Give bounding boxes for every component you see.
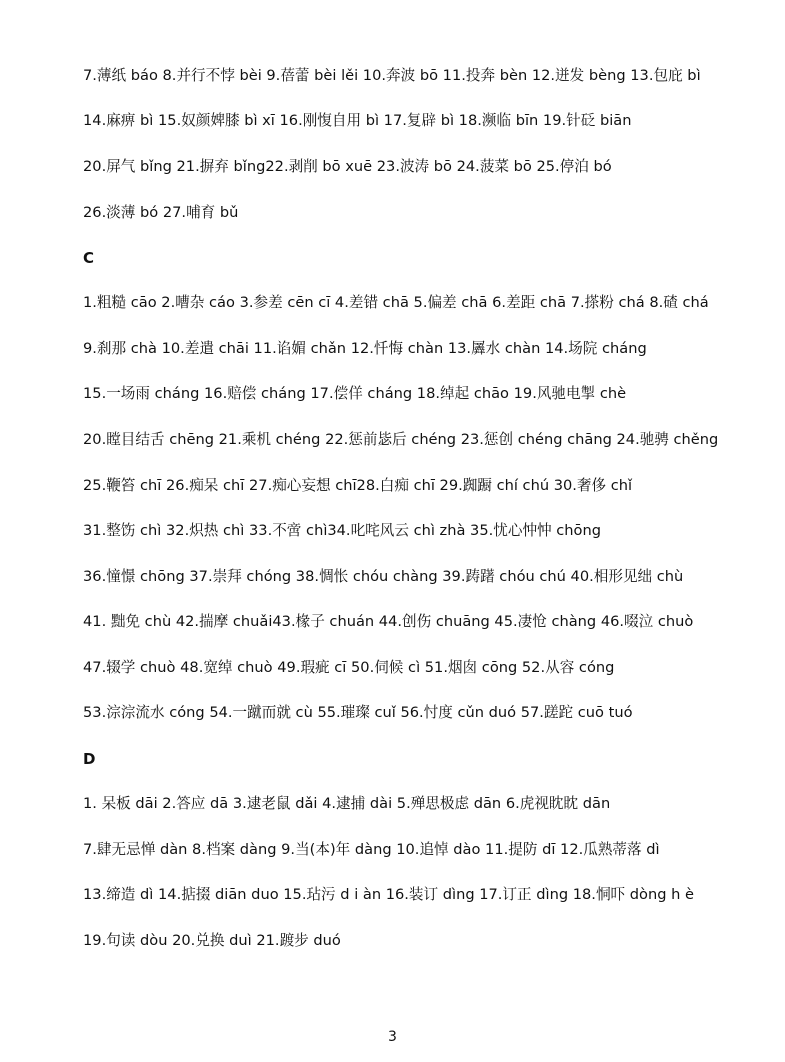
text-line-c-20: 20.瞠目结舌 chēng 21.乘机 chéng 22.惩前毖后 chéng 23.惩创 chéng chāng 24.驰骋 chěng	[83, 431, 719, 448]
text-line-c-41: 41. 黜免 chù 42.揣摩 chuǎi43.椽子 chuán 44.创伤 chuāng 45.凄怆 chàng 46.啜泣 chuò	[83, 613, 694, 630]
section-heading-c: C	[83, 249, 95, 267]
text-line-d-13: 13.缔造 dì 14.掂掇 diān duo 15.玷污 d i àn 16.装订 dìng 17.订正 dìng 18.恫吓 dòng h è	[83, 886, 694, 903]
section-heading-d: D	[83, 750, 96, 768]
text-line-b-26: 26.淡薄 bó 27.哺育 bǔ	[83, 204, 239, 221]
text-line-c-47: 47.辍学 chuò 48.宽绰 chuò 49.瑕疵 cī 50.伺候 cì 51.烟囱 cōng 52.从容 cóng	[83, 659, 615, 676]
text-line-b-14: 14.麻痹 bì 15.奴颜婢膝 bì xī 16.刚愎自用 bì 17.复辟 bì 18.濒临 bīn 19.针砭 biān	[83, 112, 632, 129]
text-line-b-7: 7.薄纸 báo 8.并行不悖 bèi 9.蓓蕾 bèi lěi 10.奔波 bō 11.投奔 bèn 12.迸发 bèng 13.包庇 bì	[83, 67, 701, 84]
page-number: 3	[388, 1029, 397, 1045]
text-line-b-20: 20.屏气 bǐng 21.摒弃 bǐng22.剥削 bō xuē 23.波涛 bō 24.菠菜 bō 25.停泊 bó	[83, 158, 612, 175]
text-line-d-7: 7.肆无忌惮 dàn 8.档案 dàng 9.当(本)年 dàng 10.追悼 dào 11.提防 dī 12.瓜熟蒂落 dì	[83, 841, 660, 858]
text-line-c-25: 25.鞭笞 chī 26.痴呆 chī 27.痴心妄想 chī28.白痴 chī 29.踟蹰 chí chú 30.奢侈 chǐ	[83, 477, 633, 494]
text-line-c-53: 53.淙淙流水 cóng 54.一蹴而就 cù 55.璀璨 cuǐ 56.忖度 cǔn duó 57.蹉跎 cuō tuó	[83, 704, 633, 721]
text-line-d-1: 1. 呆板 dāi 2.答应 dā 3.逮老鼠 dǎi 4.逮捕 dài 5.殚思极虑 dān 6.虎视眈眈 dān	[83, 795, 611, 812]
text-line-c-36: 36.憧憬 chōng 37.崇拜 chóng 38.惆怅 chóu chàng 39.踌躇 chóu chú 40.相形见绌 chù	[83, 568, 684, 585]
text-line-c-31: 31.整饬 chì 32.炽热 chì 33.不啻 chì34.叱咤风云 chì zhà 35.忧心忡忡 chōng	[83, 522, 601, 539]
text-line-c-9: 9.刹那 chà 10.差遣 chāi 11.谄媚 chǎn 12.忏悔 chàn 13.羼水 chàn 14.场院 cháng	[83, 340, 647, 357]
text-line-c-15: 15.一场雨 cháng 16.赔偿 cháng 17.偿佯 cháng 18.绰起 chāo 19.风驰电掣 chè	[83, 385, 627, 402]
text-line-c-1: 1.粗糙 cāo 2.嘈杂 cáo 3.参差 cēn cī 4.差错 chā 5.偏差 chā 6.差距 chā 7.搽粉 chá 8.碴 chá	[83, 294, 709, 311]
text-line-d-19: 19.句读 dòu 20.兑换 duì 21.踱步 duó	[83, 932, 341, 949]
